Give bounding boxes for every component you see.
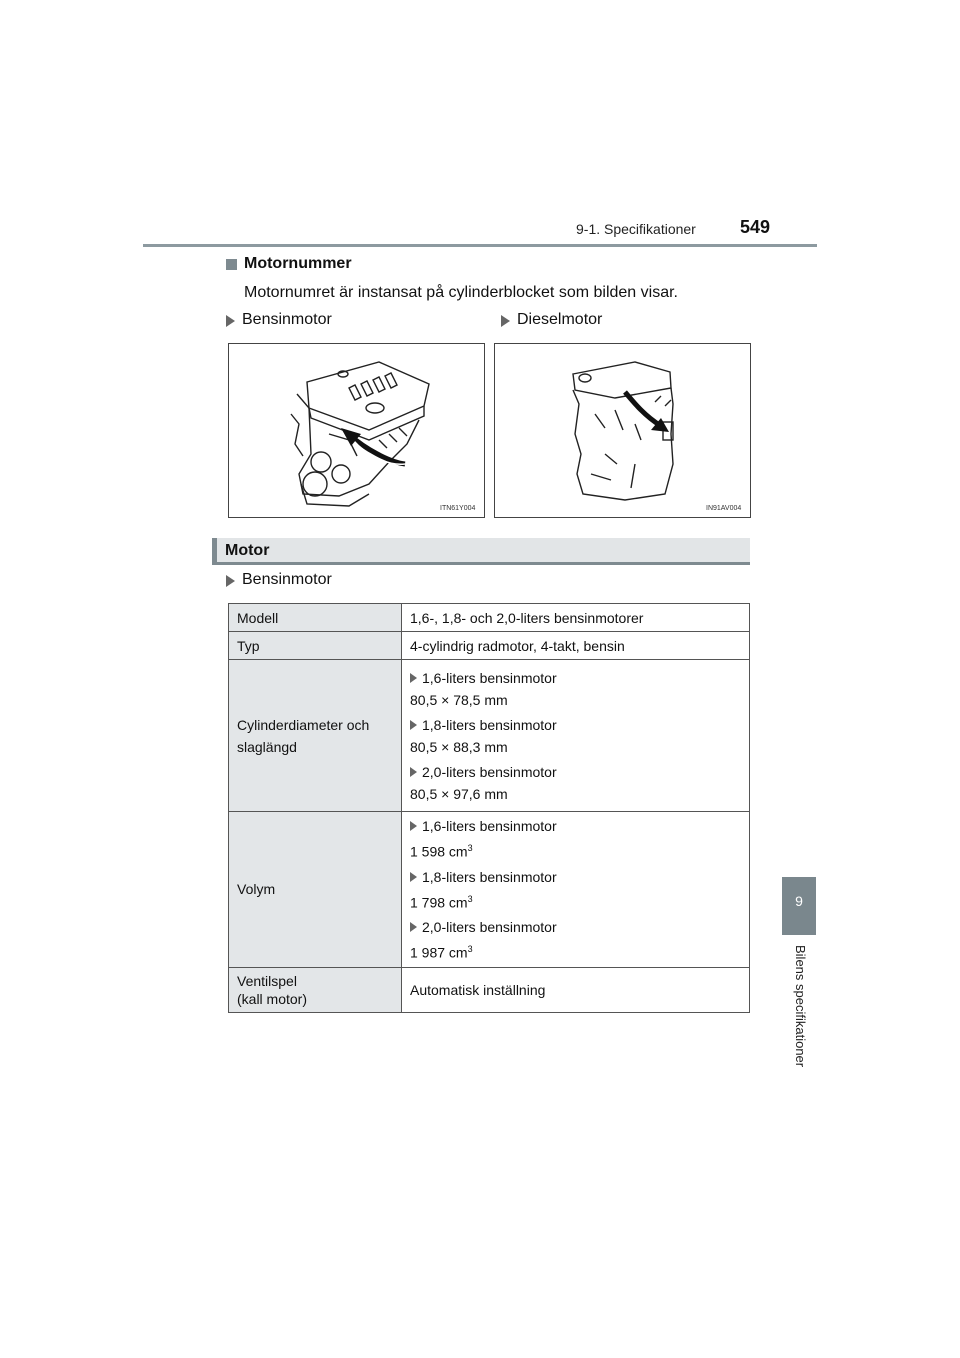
engine-number-title: Motornummer — [244, 255, 352, 272]
engine-spec-table — [228, 603, 750, 1013]
item-value: 80,5 × 97,6 mm — [410, 785, 508, 802]
row-value: Automatisk inställning — [402, 967, 750, 1012]
list-item — [410, 916, 749, 964]
engine-number-text: Motornumret är instansat på cylinderblocket som bilden visar. — [244, 284, 678, 301]
item-value: 80,5 × 88,3 mm — [410, 738, 508, 755]
row-key-line: Ventilspel — [237, 972, 297, 989]
triangle-bullet-icon — [501, 315, 510, 327]
triangle-bullet-icon — [410, 767, 417, 777]
triangle-bullet-icon — [410, 821, 417, 831]
table-row — [229, 660, 750, 812]
row-key-line: (kall motor) — [237, 990, 308, 1007]
unit-superscript: 3 — [467, 893, 473, 904]
item-label: 2,0-liters bensinmotor — [422, 919, 557, 936]
motor-subtitle: Bensinmotor — [242, 571, 332, 588]
list-item — [410, 866, 749, 914]
table-row — [229, 632, 750, 660]
chapter-label: Bilens specifikationer — [793, 945, 808, 1068]
table-row — [229, 604, 750, 632]
triangle-bullet-icon — [410, 673, 417, 683]
item-value: 80,5 × 78,5 mm — [410, 691, 508, 708]
row-key-text: Cylinderdiameter och slaglängd — [237, 716, 370, 755]
list-item — [410, 667, 749, 711]
table-row — [229, 812, 750, 968]
triangle-bullet-icon — [410, 922, 417, 932]
item-value: 1 987 cm — [410, 944, 468, 961]
row-value — [402, 660, 750, 812]
page-number: 549 — [740, 217, 771, 237]
triangle-bullet-icon — [226, 575, 235, 587]
table-row — [229, 967, 750, 1012]
row-value — [402, 812, 750, 968]
list-item — [410, 714, 749, 758]
header-rule — [143, 244, 817, 247]
triangle-bullet-icon — [410, 872, 417, 882]
heading-square-icon — [226, 259, 237, 270]
section-bar-line — [212, 562, 750, 565]
row-key: Modell — [229, 604, 402, 632]
list-item — [410, 815, 749, 863]
row-key — [229, 967, 402, 1012]
item-label: 2,0-liters bensinmotor — [422, 763, 557, 780]
section-header: 9-1. Specifikationer — [576, 221, 696, 237]
petrol-engine-illustration — [228, 343, 485, 518]
row-value: 4-cylindrig radmotor, 4-takt, bensin — [402, 632, 750, 660]
row-value: 1,6-, 1,8- och 2,0-liters bensinmotorer — [402, 604, 750, 632]
item-label: 1,6-liters bensinmotor — [422, 669, 557, 686]
petrol-engine-label: Bensinmotor — [242, 311, 332, 328]
item-value: 1 798 cm — [410, 894, 468, 911]
row-key: Typ — [229, 632, 402, 660]
image-code: IN91AV004 — [706, 505, 742, 512]
item-label: 1,8-liters bensinmotor — [422, 868, 557, 885]
section-bar — [212, 538, 750, 562]
row-key: Volym — [229, 812, 402, 968]
unit-superscript: 3 — [467, 843, 473, 853]
item-value: 1 598 cm — [410, 843, 468, 860]
diesel-engine-illustration — [494, 343, 751, 518]
chapter-number: 9 — [795, 893, 803, 909]
item-label: 1,8-liters bensinmotor — [422, 716, 557, 733]
diesel-engine-drawing — [495, 344, 750, 517]
diesel-engine-label: Dieselmotor — [517, 311, 603, 328]
row-key — [229, 660, 402, 812]
list-item — [410, 761, 749, 805]
section-bar-edge — [212, 538, 217, 565]
triangle-bullet-icon — [410, 720, 417, 730]
image-code: ITN61Y004 — [440, 505, 476, 512]
item-label: 1,6-liters bensinmotor — [422, 818, 557, 834]
triangle-bullet-icon — [226, 315, 235, 327]
unit-superscript: 3 — [467, 944, 473, 955]
motor-section-title: Motor — [225, 542, 270, 559]
petrol-engine-drawing — [229, 344, 484, 517]
